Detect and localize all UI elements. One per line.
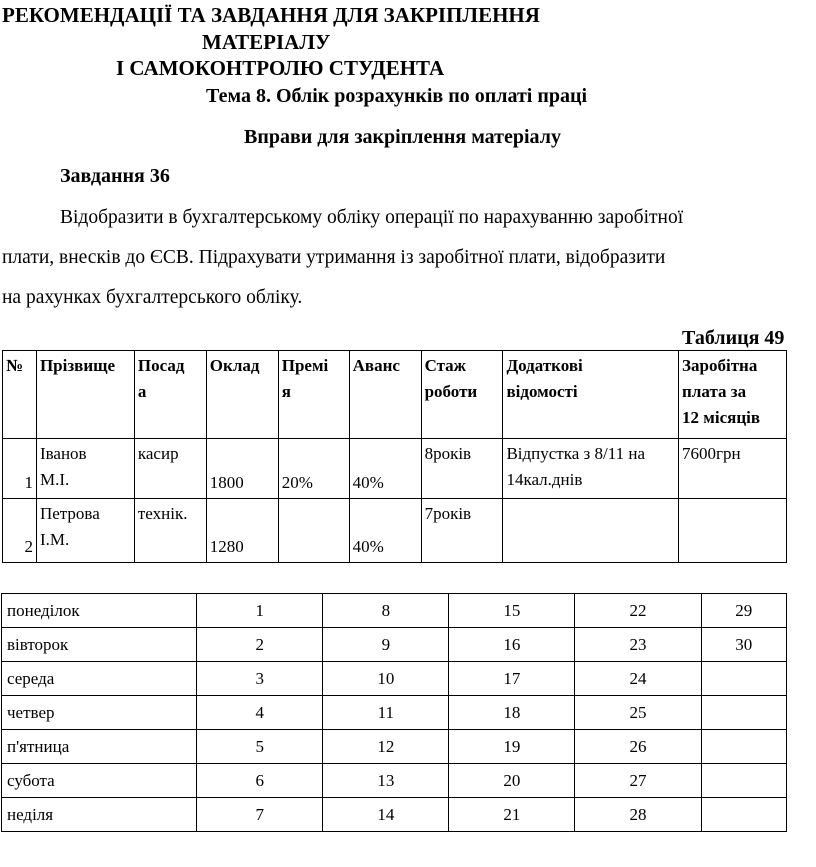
calendar-date: 2 bbox=[197, 628, 323, 662]
row-advance: 40% bbox=[349, 499, 421, 563]
calendar-date: 16 bbox=[449, 628, 575, 662]
calendar-row bbox=[2, 696, 787, 730]
calendar-date: 24 bbox=[575, 662, 701, 696]
row-extra-info: Відпустка з 8/11 на 14кал.днів bbox=[503, 439, 679, 499]
calendar-table bbox=[1, 593, 787, 832]
weekday-label: середа bbox=[2, 662, 197, 696]
header-salary: Оклад bbox=[206, 351, 278, 439]
task-description-line-1: Відобразити в бухгалтерському обліку операції по нарахуванню заробітної bbox=[60, 207, 684, 228]
row-experience: 7років bbox=[421, 499, 503, 563]
calendar-date: 20 bbox=[449, 764, 575, 798]
calendar-date: 29 bbox=[701, 594, 786, 628]
calendar-date: 19 bbox=[449, 730, 575, 764]
calendar-row bbox=[2, 798, 787, 832]
row-experience: 8років bbox=[421, 439, 503, 499]
calendar-date: 21 bbox=[449, 798, 575, 832]
weekday-label: четвер bbox=[2, 696, 197, 730]
calendar-date: 15 bbox=[449, 594, 575, 628]
table-header-row bbox=[3, 351, 787, 439]
header-extra-info: Додаткові відомості bbox=[503, 351, 679, 439]
calendar-date: 22 bbox=[575, 594, 701, 628]
row-advance: 40% bbox=[349, 439, 421, 499]
topic-title: Тема 8. Облік розрахунків по оплаті праці bbox=[206, 85, 588, 107]
calendar-date: 25 bbox=[575, 696, 701, 730]
calendar-date: 27 bbox=[575, 764, 701, 798]
calendar-date: 11 bbox=[323, 696, 449, 730]
header-number: № bbox=[3, 351, 37, 439]
row-salary: 1280 bbox=[206, 499, 278, 563]
calendar-date: 23 bbox=[575, 628, 701, 662]
row-bonus bbox=[278, 499, 349, 563]
task-description-line-2: плати, внесків до ЄСВ. Підрахувати утримання із заробітної плати, відобразити bbox=[2, 247, 666, 268]
calendar-date bbox=[701, 798, 786, 832]
calendar-date: 8 bbox=[323, 594, 449, 628]
table-row bbox=[3, 439, 787, 499]
weekday-label: неділя bbox=[2, 798, 197, 832]
calendar-date: 17 bbox=[449, 662, 575, 696]
calendar-row bbox=[2, 764, 787, 798]
header-bonus: Премі я bbox=[278, 351, 349, 439]
calendar-date: 30 bbox=[701, 628, 786, 662]
task-description-line-3: на рахунках бухгалтерського обліку. bbox=[2, 287, 303, 308]
exercise-subtitle: Вправи для закріплення матеріалу bbox=[244, 126, 561, 148]
weekday-label: вівторок bbox=[2, 628, 197, 662]
header-annual-pay: Заробітна плата за 12 місяців bbox=[679, 351, 787, 439]
row-bonus: 20% bbox=[278, 439, 349, 499]
row-salary: 1800 bbox=[206, 439, 278, 499]
calendar-date: 13 bbox=[323, 764, 449, 798]
row-number: 1 bbox=[3, 439, 37, 499]
calendar-date: 3 bbox=[197, 662, 323, 696]
row-position: касир bbox=[134, 439, 206, 499]
weekday-label: понеділок bbox=[2, 594, 197, 628]
title-line-1: РЕКОМЕНДАЦІЇ ТА ЗАВДАННЯ ДЛЯ ЗАКРІПЛЕННЯ bbox=[2, 3, 540, 27]
row-surname: Петрова І.М. bbox=[36, 499, 134, 563]
calendar-date: 1 bbox=[197, 594, 323, 628]
calendar-row bbox=[2, 730, 787, 764]
calendar-row bbox=[2, 594, 787, 628]
weekday-label: субота bbox=[2, 764, 197, 798]
table-row bbox=[3, 499, 787, 563]
row-number: 2 bbox=[3, 499, 37, 563]
calendar-date: 5 bbox=[197, 730, 323, 764]
task-title: Завдання 36 bbox=[60, 165, 170, 187]
title-line-2: МАТЕРІАЛУ bbox=[202, 30, 331, 54]
header-position: Посад а bbox=[134, 351, 206, 439]
calendar-date bbox=[701, 730, 786, 764]
row-annual-pay bbox=[679, 499, 787, 563]
task-description bbox=[2, 198, 808, 318]
row-position: технік. bbox=[134, 499, 206, 563]
calendar-date: 28 bbox=[575, 798, 701, 832]
title-line-3: І САМОКОНТРОЛЮ СТУДЕНТА bbox=[116, 56, 445, 80]
row-surname: Іванов М.І. bbox=[36, 439, 134, 499]
calendar-date bbox=[701, 764, 786, 798]
calendar-date: 18 bbox=[449, 696, 575, 730]
row-extra-info bbox=[503, 499, 679, 563]
header-advance: Аванс bbox=[349, 351, 421, 439]
weekday-label: п'ятница bbox=[2, 730, 197, 764]
calendar-date: 7 bbox=[197, 798, 323, 832]
calendar-date bbox=[701, 662, 786, 696]
calendar-date: 14 bbox=[323, 798, 449, 832]
calendar-date: 26 bbox=[575, 730, 701, 764]
calendar-row bbox=[2, 628, 787, 662]
employee-table bbox=[2, 350, 787, 563]
calendar-date: 10 bbox=[323, 662, 449, 696]
row-annual-pay: 7600грн bbox=[679, 439, 787, 499]
calendar-date: 6 bbox=[197, 764, 323, 798]
calendar-date bbox=[701, 696, 786, 730]
calendar-date: 9 bbox=[323, 628, 449, 662]
table-caption: Таблиця 49 bbox=[682, 327, 785, 349]
calendar-date: 12 bbox=[323, 730, 449, 764]
header-surname: Прізвище bbox=[36, 351, 134, 439]
calendar-date: 4 bbox=[197, 696, 323, 730]
calendar-row bbox=[2, 662, 787, 696]
header-experience: Стаж роботи bbox=[421, 351, 503, 439]
